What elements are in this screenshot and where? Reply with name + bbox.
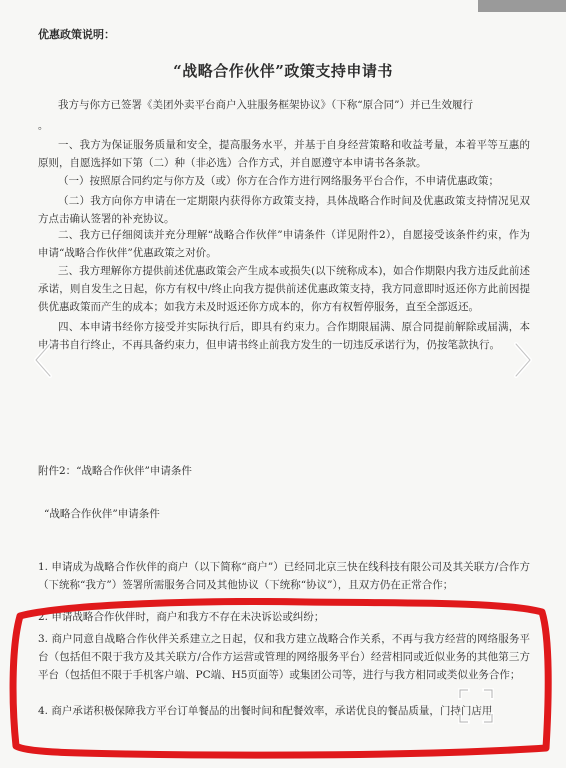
header-label: 优惠政策说明： — [38, 28, 115, 41]
intro-paragraph: 我方与你方已签署《美团外卖平台商户入驻服务框架协议》（下称“原合同”）并已生效履行 — [58, 99, 473, 111]
corner-tab — [478, 0, 566, 12]
paragraph-1-option-b: （二）我方向你方申请在一定期限内获得你方政策支持，具体战略合作时间及优惠政策支持情况见双方点击确认签署的补充协议。 — [38, 195, 530, 225]
document-title: “战略合作伙伴”政策支持申请书 — [173, 62, 393, 80]
condition-3: 3. 商户同意自战略合作伙伴关系建立之日起，仅和我方建立战略合作关系，不再与我方经营的网络服务平台（包括但不限于我方及其关联方/合作方运营或管理的网络服务平台）经营相同或近似业务的其他第三方平台（包括但不限于手机客户端、PC端、H5页面等）或集团公司等，进行与我方相同或类似业务合作； — [38, 633, 530, 681]
condition-2: 2. 申请战略合作伙伴时，商户和我方不存在未决诉讼或纠纷； — [38, 611, 325, 623]
chevron-right-icon[interactable] — [510, 340, 536, 380]
paragraph-4: 四、本申请书经你方接受并实际执行后，即具有约束力。合作期限届满、原合同提前解除或届满，本申请书自行终止，不再具备约束力，但申请书终止前我方发生的一切违反承诺行为，仍按笔款执行。 — [38, 321, 530, 351]
paragraph-2: 二、我方已仔细阅读并充分理解“战略合作伙伴”申请条件（详见附件2），自愿接受该条件约束，作为申请“战略合作伙伴”优惠政策之对价。 — [38, 229, 530, 259]
condition-4: 4. 商户承诺积极保障我方平台订单餐品的出餐时间和配餐效率，承诺优良的餐品质量，门持门店用 — [38, 705, 493, 717]
intro-mark: 。 — [38, 121, 48, 132]
attachment-title: 附件2：“战略合作伙伴”申请条件 — [38, 465, 192, 477]
condition-1: 1. 申请成为战略合作伙伴的商户（以下简称“商户”）已经同北京三快在线科技有限公司及其关联方/合作方（下统称“我方”）签署所需服务合同及其他协议（下统称“协议”），且双方仍在正常合作； — [38, 561, 530, 591]
paragraph-1-option-a: （一）按照原合同约定与你方及（或）你方在合作方进行网络服务平台合作，不申请优惠政策； — [58, 175, 499, 187]
paragraph-3: 三、我方理解你方提供前述优惠政策会产生成本或损失(以下统称成本)，如合作期限内我方违反此前述承诺，则自发生之日起，你方有权中/终止向我方提供前述优惠政策支持，我方同意即时返还你方此前因提供优惠政策而产生的成本；如我方未及时返还你方成本的，你方有权暂停服务，直至全部返还。 — [38, 265, 530, 313]
attachment-subtitle: “战略合作伙伴”申请条件 — [44, 508, 160, 520]
paragraph-1: 一、我方为保证服务质量和安全，提高服务水平，并基于自身经营策略和收益考量，本着平等互惠的原则，自愿选择如下第（二）种（非必选）合作方式，并自愿遵守本申请书各条款。 — [38, 139, 530, 169]
chevron-left-icon[interactable] — [30, 340, 56, 380]
expand-icon[interactable] — [456, 686, 496, 726]
